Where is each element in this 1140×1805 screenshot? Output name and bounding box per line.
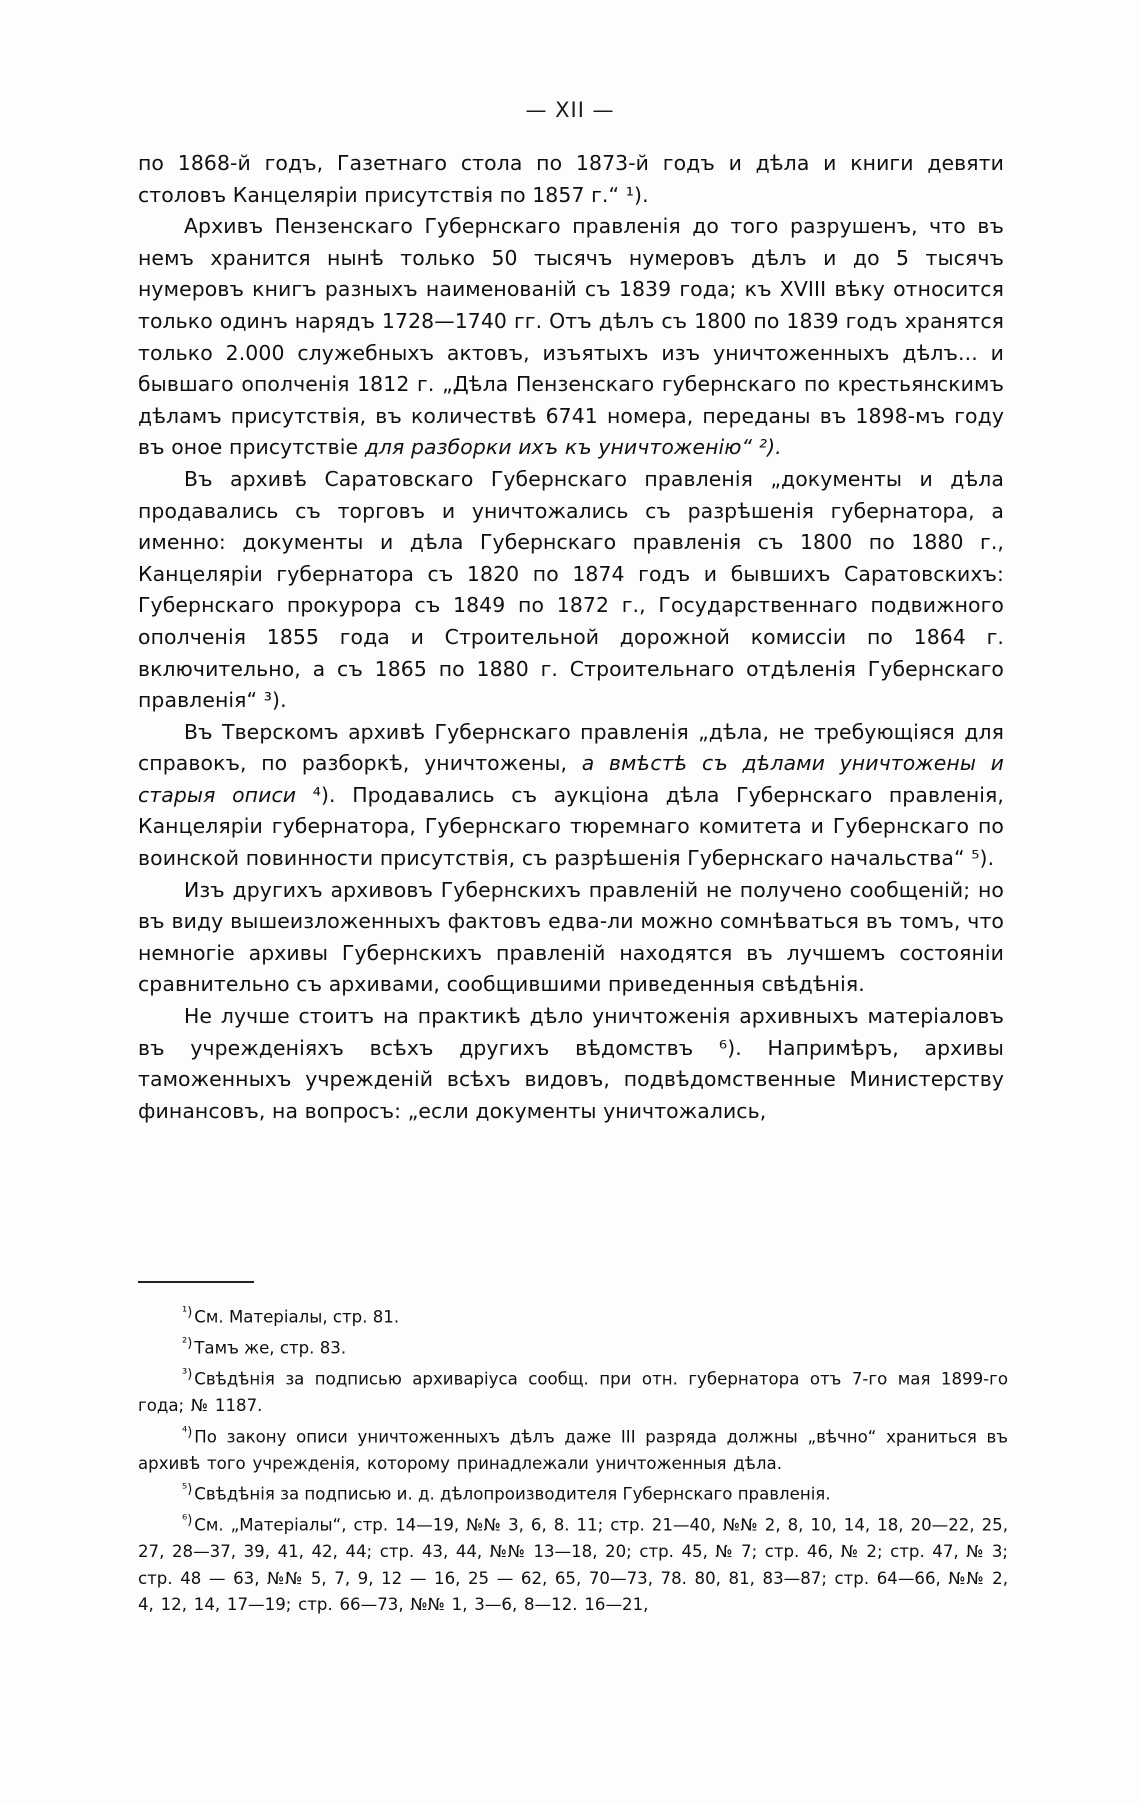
footnote-text: Свѣдѣнія за подписью архиваріуса сообщ. при отн. губернатора отъ 7-го мая 1899-го года; № 1187. <box>138 1369 1008 1416</box>
footnote-marker: ³) <box>182 1367 193 1383</box>
footnote <box>138 1420 1008 1478</box>
footnote-text: Тамъ же, стр. 83. <box>194 1338 347 1358</box>
footnote <box>138 1362 1008 1420</box>
paragraph: Изъ другихъ архивовъ Губернскихъ правленій не получено сообщеній; но въ виду вышеизложенныхъ фактовъ едва-ли можно сомнѣваться въ томъ, что немногіе архивы Губернскихъ правленій находятся въ лучшемъ состояніи сравнительно съ архивами, сообщившими приведенныя свѣдѣнія. <box>138 877 1004 997</box>
footnote-text: См. Матеріалы, стр. 81. <box>194 1307 400 1327</box>
paragraph: Не лучше стоитъ на практикѣ дѣло уничтоженія архивныхъ матеріаловъ въ учрежденіяхъ всѣхъ другихъ вѣдомствъ ⁶). Напримѣръ, архивы таможенныхъ учрежденій всѣхъ видовъ, подвѣдомственные Министерству финансовъ, на вопросъ: „если документы уничтожались, <box>138 1004 1004 1123</box>
paragraph-italic: а вмѣстѣ съ дѣлами уничтожены и старыя описи <box>138 751 1004 807</box>
page-body <box>138 148 1004 1127</box>
paragraph-text: Въ Тверскомъ архивѣ Губернскаго правленія „дѣла, не требующіяся для справокъ, по разборкѣ, уничтожены, <box>138 719 1004 776</box>
footnote-marker: ⁴) <box>182 1424 193 1440</box>
page-number: — XII — <box>525 98 615 122</box>
paragraph-italic: для разборки ихъ къ уничтоженію“ ²). <box>364 435 782 460</box>
paragraph <box>138 211 1004 464</box>
footnote-area <box>138 1300 1008 1619</box>
paragraph <box>138 717 1004 875</box>
paragraph: по 1868-й годъ, Газетнаго стола по 1873-й годъ и дѣла и книги девяти столовъ Канцеляріи присутствія по 1857 г.“ ¹). <box>138 151 1004 207</box>
footnote-marker: ²) <box>182 1336 193 1352</box>
footnote-marker: ¹) <box>182 1305 193 1320</box>
footnote <box>138 1300 1008 1331</box>
paragraph: Въ архивѣ Саратовскаго Губернскаго правленія „документы и дѣла продавались съ торговъ и уничтожались съ разрѣшенія губернатора, а именно: документы и дѣла Губернскаго правленія съ 1800 по 1880 г., Канцеляріи губернатора съ 1820 по 1874 годъ и бывшихъ Саратовскихъ: Губернскаго прокурора съ 1849 по 1872 г., Государственнаго подвижного ополченія 1855 года и Строительной дорожной комиссіи по 1864 г. включительно, а съ 1865 по 1880 г. Строительнаго отдѣленія Губернскаго правленія“ ³). <box>138 466 1004 713</box>
footnote-marker: ⁵) <box>182 1482 193 1498</box>
footnote <box>138 1477 1008 1508</box>
footnote-marker: ⁶) <box>182 1513 193 1529</box>
paragraph-text: Архивъ Пензенскаго Губернскаго правленія до того разрушенъ, что въ немъ хранится нынѣ только 50 тысячъ нумеровъ дѣлъ и до 5 тысячъ нумеровъ книгъ разныхъ наименованій съ 1839 года; къ XVIII вѣку относится только одинъ нарядъ 1728—1740 гг. Отъ дѣлъ съ 1800 по 1839 годъ хранятся только 2.000 служебныхъ актовъ, изъятыхъ изъ уничтоженныхъ дѣлъ... и бывшаго ополченія 1812 г. „Дѣла Пензенскаго губернскаго по крестьянскимъ дѣламъ присутствія, въ количествѣ 6741 номера, переданы въ 1898-мъ году въ оное присутствіе <box>138 214 1004 460</box>
footnote <box>138 1508 1008 1619</box>
paragraph-text-tail: ⁴). Продавались съ аукціона дѣла Губернскаго правленія, Канцеляріи губернатора, Губернскаго тюремнаго комитета и Губернскаго по воинской повинности присутствія, съ разрѣшенія Губернскаго начальства“ ⁵). <box>138 782 1004 871</box>
footnote-divider <box>138 1281 254 1283</box>
footnote <box>138 1331 1008 1362</box>
footnote-text: См. „Матеріалы“, стр. 14—19, №№ 3, 6, 8. 11; стр. 21—40, №№ 2, 8, 10, 14, 18, 20—22, 25, 27, 28—37, 39, 41, 42, 44; стр. 43, 44, №№ 13—18, 20; стр. 45, № 7; стр. 46, № 2; стр. 47, № 3; стр. 48 — 63, №№ 5, 7, 9, 12 — 16, 25 — 62, 65, 70—73, 78. 80, 81, 83—87; стр. 64—66, №№ 2, 4, 12, 14, 17—19; стр. 66—73, №№ 1, 3—6, 8—12. 16—21, <box>138 1515 1008 1615</box>
footnote-text: Свѣдѣнія за подписью и. д. дѣлопроизводителя Губернскаго правленія. <box>194 1484 831 1504</box>
footnote-text: По закону описи уничтоженныхъ дѣлъ даже III разряда должны „вѣчно“ храниться въ архивѣ того учрежденія, которому принадлежали уничтоженныя дѣла. <box>138 1427 1008 1473</box>
